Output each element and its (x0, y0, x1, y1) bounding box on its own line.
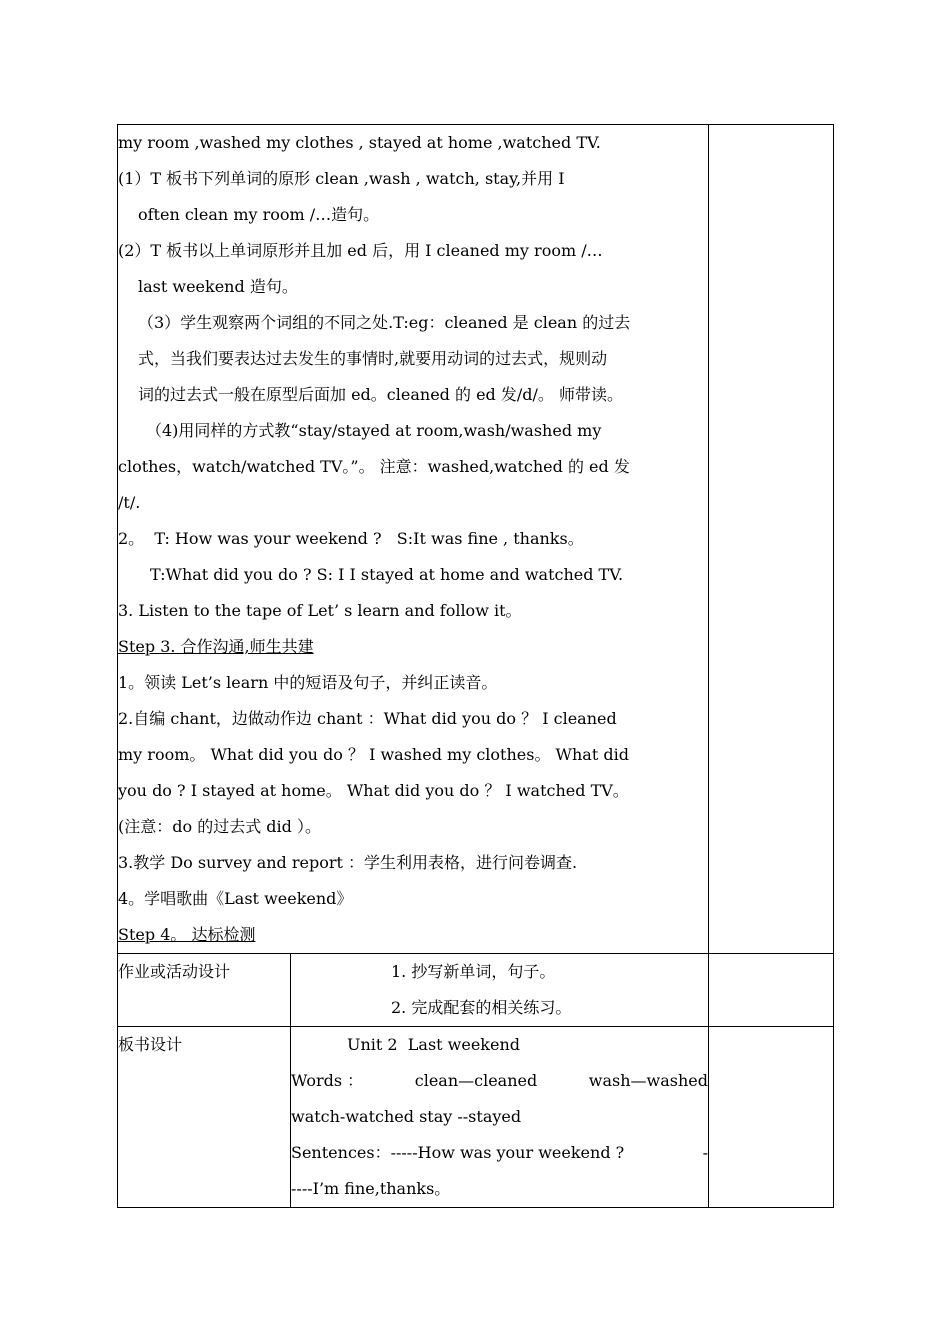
text-line: T:What did you do ? S: I I stayed at home and watched TV. (150, 565, 624, 584)
homework-notes-cell (709, 954, 834, 1027)
sentence-text: Sentences：-----How was your weekend ? (291, 1143, 625, 1162)
text-line: 2。 T: How was your weekend ? S:It was fine , thanks。 (118, 529, 584, 548)
text-line: 3. Listen to the tape of Let’ s learn and follow it。 (118, 601, 522, 620)
text-line: you do ? I stayed at home。 What did you do ？ I watched TV。 (118, 781, 629, 800)
sentence-tail: - (702, 1143, 709, 1162)
board-words-line: watch-watched stay --stayed (291, 1107, 522, 1126)
text-line: 词的过去式一般在原型后面加 ed。cleaned 的 ed 发/d/。 师带读。 (138, 385, 623, 404)
text-line: my room ,washed my clothes , stayed at home ,watched TV. (118, 133, 601, 152)
board-notes-cell (709, 1027, 834, 1208)
notes-cell (709, 125, 834, 954)
board-sentence-line (291, 1135, 708, 1171)
board-title: Unit 2 Last weekend (347, 1035, 521, 1054)
board-label: 板书设计 (118, 1035, 183, 1054)
text-line: clothes，watch/watched TV。”。 注意：washed,watched 的 ed 发 (118, 457, 630, 476)
words-label: Words ： (291, 1071, 364, 1090)
homework-label: 作业或活动设计 (118, 962, 231, 981)
text-line: 1。领读 Let’s learn 中的短语及句子，并纠正读音。 (118, 673, 498, 692)
word-pair: clean—cleaned (414, 1071, 538, 1090)
homework-item: 1. 抄写新单词，句子。 (391, 962, 556, 981)
board-content-cell (291, 1027, 709, 1208)
text-line: （3）学生观察两个词组的不同之处.T:eg：cleaned 是 clean 的过去 (138, 313, 631, 332)
text-line: 3.教学 Do survey and report ：学生利用表格，进行问卷调查. (118, 853, 578, 872)
text-line: (1）T 板书下列单词的原形 clean ,wash , watch, stay,并用 I (118, 169, 565, 188)
board-words-line (291, 1063, 708, 1099)
text-line: 4。学唱歌曲《Last weekend》 (118, 889, 353, 908)
text-line: (2）T 板书以上单词原形并且加 ed 后，用 I cleaned my room /… (118, 241, 603, 260)
text-line: (注意：do 的过去式 did ）。 (118, 817, 321, 836)
homework-content-cell (291, 954, 709, 1027)
text-line: often clean my room /…造句。 (138, 205, 380, 224)
board-sentence-line: ----I’m fine,thanks。 (291, 1179, 451, 1198)
lesson-plan-table (117, 124, 834, 1208)
homework-item: 2. 完成配套的相关练习。 (391, 998, 572, 1017)
text-line: last weekend 造句。 (138, 277, 298, 296)
procedure-cell (118, 125, 709, 954)
text-line: （4)用同样的方式教“stay/stayed at room,wash/washed my (146, 421, 602, 440)
homework-label-cell (118, 954, 291, 1027)
text-line: 2.自编 chant，边做动作边 chant ：What did you do ？ I cleaned (118, 709, 617, 728)
text-line: my room。 What did you do ？ I washed my clothes。 What did (118, 745, 629, 764)
board-row (118, 1027, 834, 1208)
word-pair: wash—washed (588, 1071, 708, 1090)
text-line: 式，当我们要表达过去发生的事情时,就要用动词的过去式，规则动 (138, 349, 608, 368)
board-label-cell (118, 1027, 291, 1208)
homework-row (118, 954, 834, 1027)
procedure-row (118, 125, 834, 954)
step-heading: Step 4。 达标检测 (118, 925, 256, 944)
step-heading: Step 3. 合作沟通,师生共建 (118, 637, 314, 656)
text-line: /t/. (118, 493, 141, 512)
